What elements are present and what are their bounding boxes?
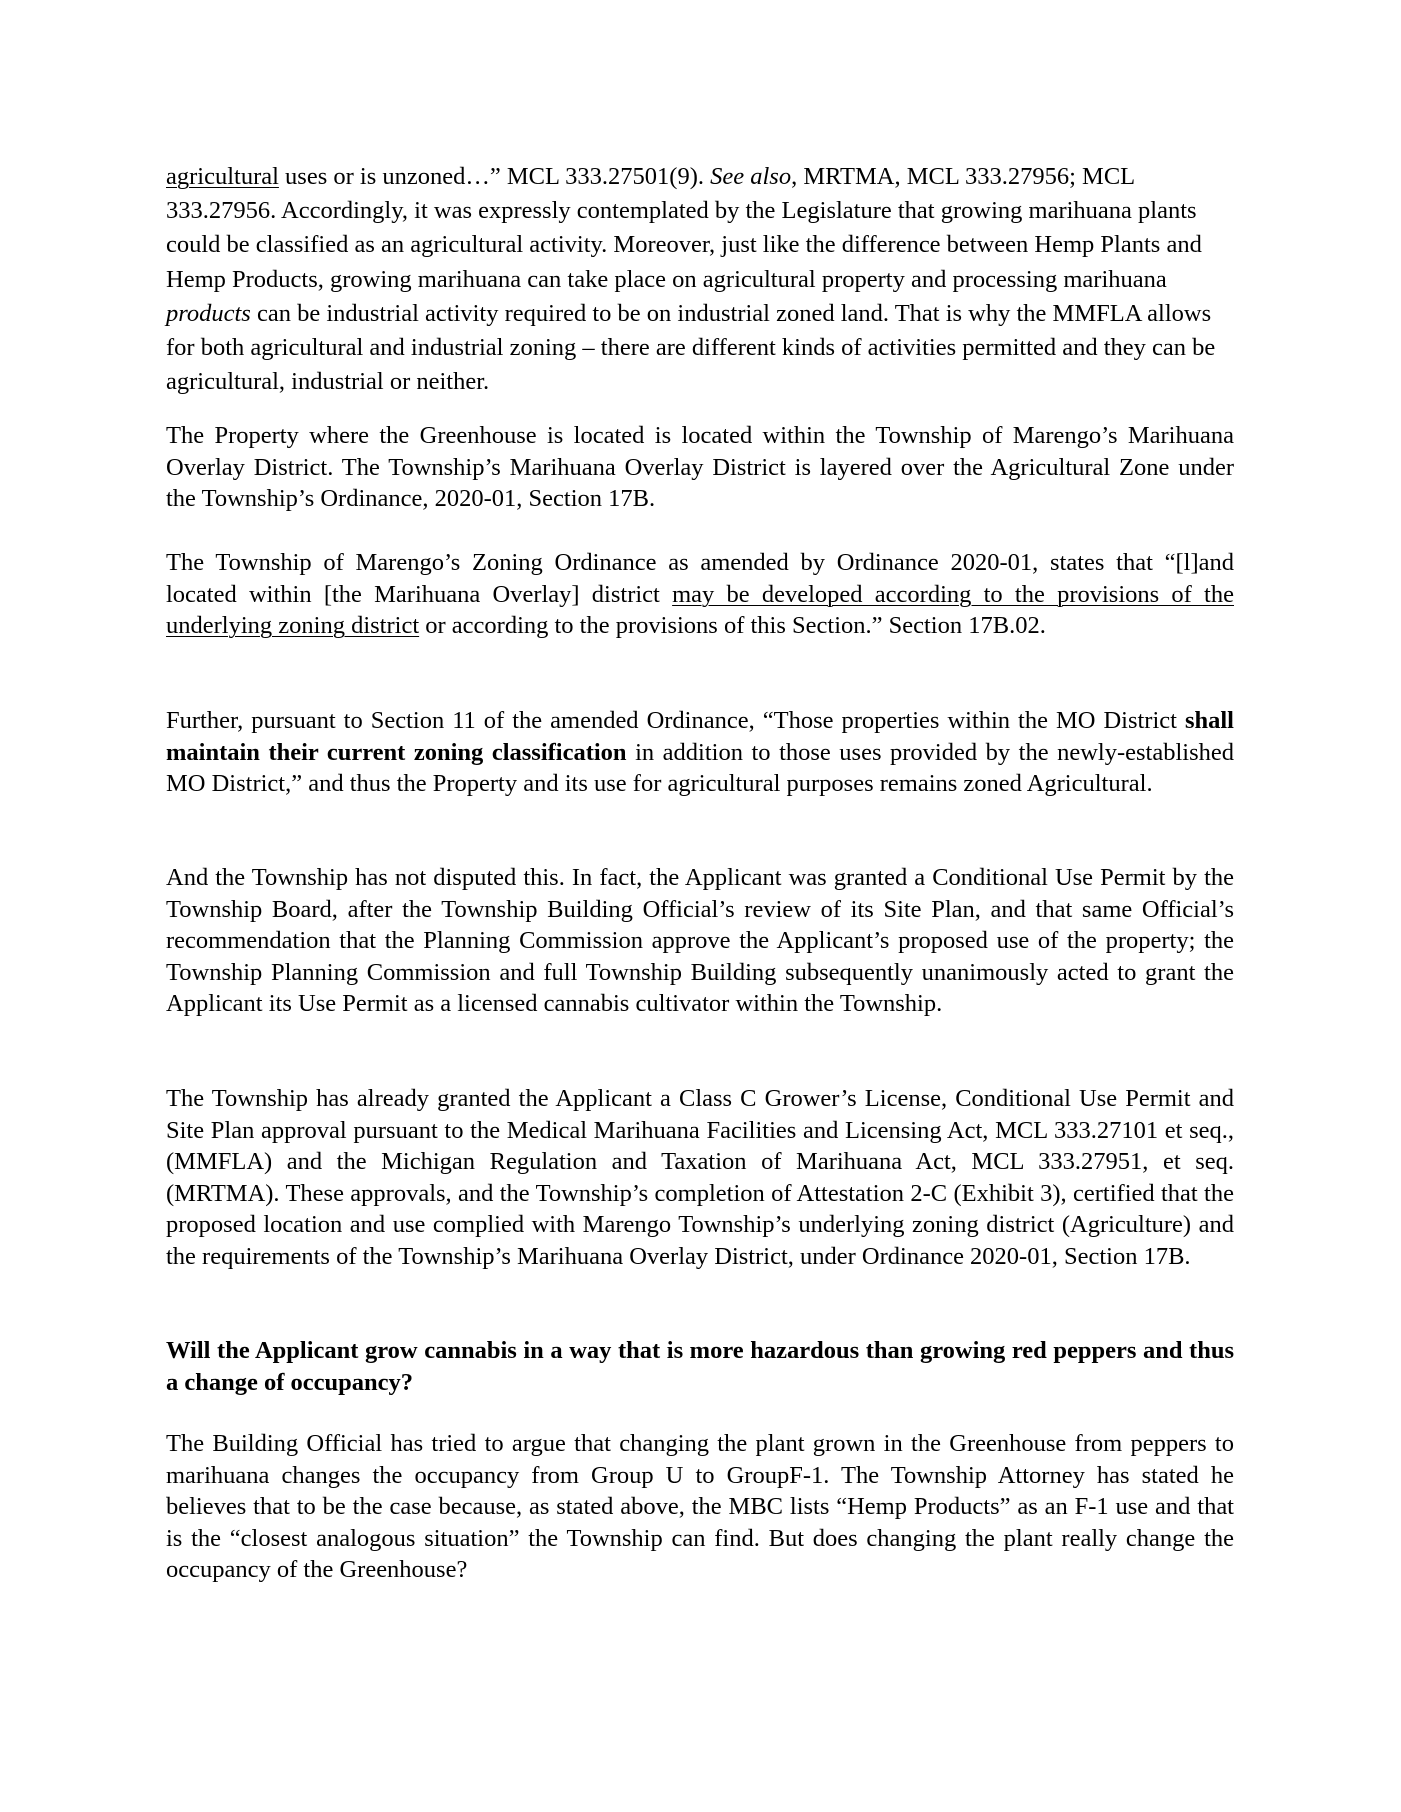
underlined-quote: may be developed according to the provisions of the underlying zoning district bbox=[166, 580, 1234, 639]
paragraph-text: Further, pursuant to Section 11 of the amended Ordinance, “Those properties within the MO District bbox=[166, 707, 1185, 734]
paragraph-building-official: The Building Official has tried to argue that changing the plant grown in the Greenhouse from peppers to marihuana changes the occupancy from Group U to GroupF-1. The Township Attorney has stated he believes that to be the case because, as stated above, the MBC lists “Hemp Products” as an F-1 use and that is the “closest analogous situation” the Township can find. But does changing the plant really change the occupancy of the Greenhouse? bbox=[166, 1430, 1234, 1583]
italic-citation-signal: See also bbox=[710, 163, 792, 190]
paragraph-text: , MRTMA, MCL 333.27956; MCL 333.27956. Accordingly, it was expressly contemplated by the Legislature that growing marihuana plants could be classified as an agricultural activity. Moreover, just like the difference between Hemp Plants and Hemp Products, growing marihuana can take place on agricultural property and processing marihuana bbox=[166, 163, 1202, 293]
paragraph-overlay-district: The Property where the Greenhouse is located is located within the Township of Marengo’s Marihuana Overlay District. The Township’s Marihuana Overlay District is layered over the Agricultural Zone under the Township’s Ordinance, 2020-01, Section 17B. bbox=[166, 422, 1234, 512]
italic-emphasis: products bbox=[166, 299, 251, 327]
paragraph-grower-license: The Township has already granted the Applicant a Class C Grower’s License, Conditional Use Permit and Site Plan approval pursuant to the Medical Marihuana Facilities and Licensing Act, MCL 333.27101 et seq., (MMFLA) and the Michigan Regulation and Taxation of Marihuana Act, MCL 333.27951, et seq. (MRTMA). These approvals, and the Township’s completion of Attestation 2-C (Exhibit 3), certified that the proposed location and use complied with Marengo Township’s underlying zoning district (Agriculture) and the requirements of the Township’s Marihuana Overlay District, under Ordinance 2020-01, Section 17B. bbox=[166, 1085, 1234, 1270]
paragraph-conditional-use-permit: And the Township has not disputed this. In fact, the Applicant was granted a Conditional Use Permit by the Township Board, after the Township Building Official’s review of its Site Plan, and that same Official’s recommendation that the Planning Commission approve the Applicant’s proposed use of the property; the Township Planning Commission and full Township Building subsequently unanimously acted to grant the Applicant its Use Permit as a licensed cannabis cultivator within the Township. bbox=[166, 864, 1234, 1017]
paragraph-agricultural-uses bbox=[166, 160, 1234, 399]
paragraph-text: or according to the provisions of this Section.” Section 17B.02. bbox=[419, 612, 1046, 639]
section-heading: Will the Applicant grow cannabis in a way that is more hazardous than growing red peppers and thus a change of occupancy? bbox=[166, 1337, 1234, 1396]
paragraph-zoning-ordinance bbox=[166, 547, 1234, 642]
paragraph-text: can be industrial activity required to be on industrial zoned land. That is why the MMFLA allows for both agricultural and industrial zoning – there are different kinds of activities permitted and they can be agricultural, industrial or neither. bbox=[166, 299, 1216, 396]
bold-emphasis: shall maintain their current zoning classification bbox=[166, 707, 1234, 766]
paragraph-text: in addition to those uses provided by the newly-established MO District,” and thus the Property and its use for agricultural purposes remains zoned Agricultural. bbox=[166, 738, 1235, 797]
paragraph-text: uses or is unzoned…” MCL 333.27501(9). bbox=[278, 163, 711, 190]
paragraph-section-11 bbox=[166, 705, 1234, 800]
underlined-term: agricultural bbox=[166, 163, 279, 190]
paragraph-text: The Township of Marengo’s Zoning Ordinance as amended by Ordinance 2020-01, states that “[l]and located within [the Marihuana Overlay] district bbox=[166, 549, 1234, 608]
